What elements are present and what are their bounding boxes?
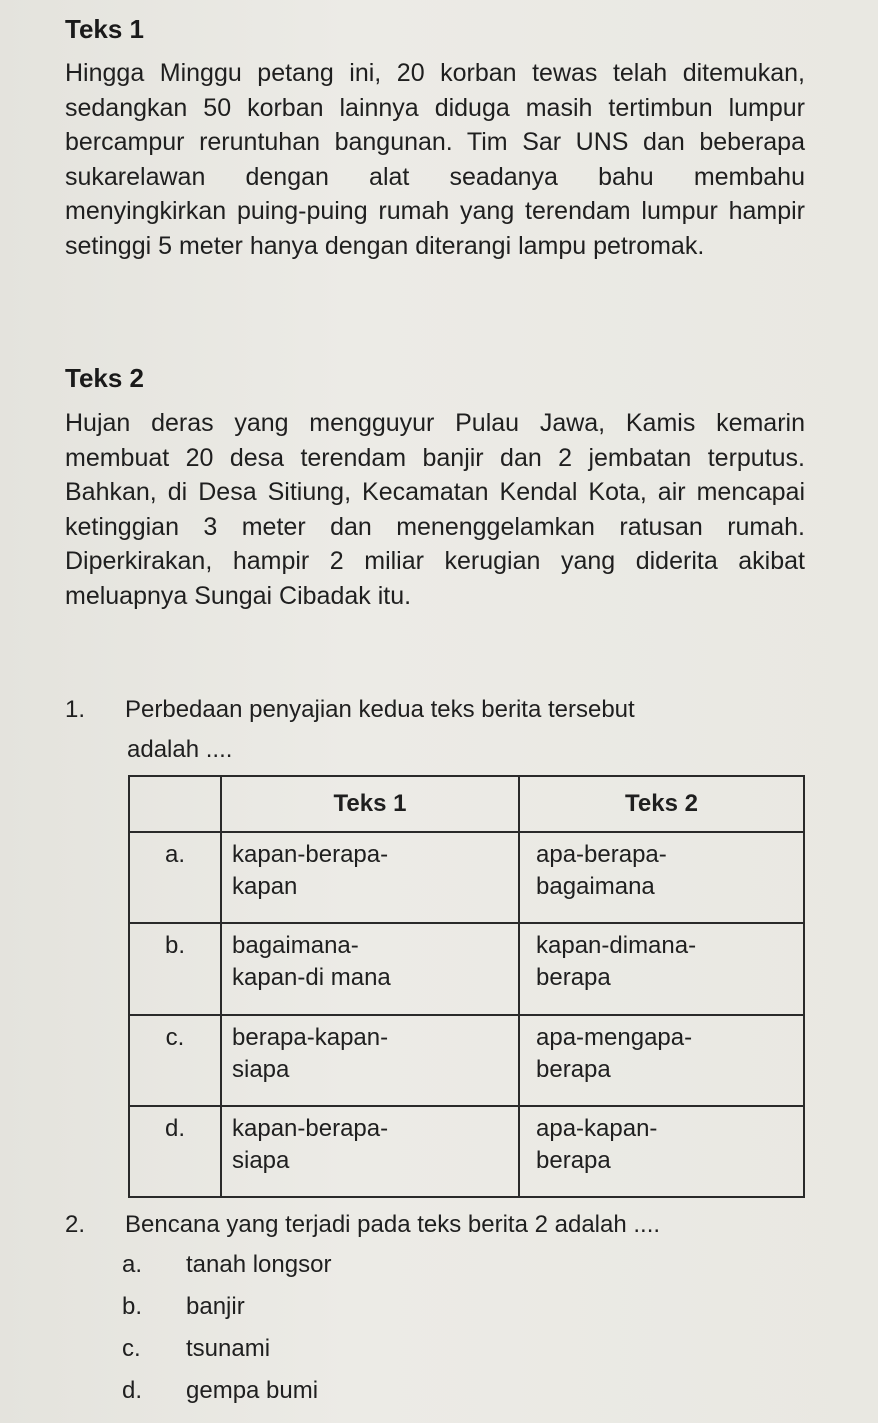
question-2-number: 2.: [65, 1211, 86, 1238]
teks1-body: Hingga Minggu petang ini, 20 korban tewas telah ditemukan, sedangkan 50 korban lainnya diduga masih tertimbun lumpur bercampur reruntuhan bangunan. Tim Sar UNS dan beberapa sukarelawan dengan alat seadanya bahu membahu menyingkirkan puing-puing rumah yang terendam lumpur hampir setinggi 5 meter hanya dengan diterangi lampu petromak.: [65, 59, 805, 260]
option-teks1-cell: bagaimana- kapan-di mana: [221, 923, 519, 1014]
choice-a[interactable]: a. tanah longsor: [122, 1251, 332, 1278]
question-1-number: 1.: [65, 696, 86, 723]
table-header-teks2: Teks 2: [519, 776, 804, 832]
option-letter: b.: [129, 923, 221, 1014]
option-teks1-cell: berapa-kapan- siapa: [221, 1015, 519, 1106]
table-row[interactable]: [129, 832, 804, 923]
option-teks1-cell: kapan-berapa- siapa: [221, 1106, 519, 1197]
teks2-body: Hujan deras yang mengguyur Pulau Jawa, Kamis kemarin membuat 20 desa terendam banjir dan 2 jembatan terputus. Bahkan, di Desa Sitiung, Kecamatan Kendal Kota, air mencapai ketinggian 3 meter dan menenggelamkan ratusan rumah. Diperkirakan, hampir 2 miliar kerugian yang diderita akibat meluapnya Sungai Cibadak itu.: [65, 409, 805, 610]
teks1-heading: Teks 1: [65, 14, 145, 44]
answer-options-table: [128, 775, 805, 1198]
question-1: [65, 690, 810, 770]
question-1-text-cont: adalah ....: [127, 736, 233, 763]
option-teks2-cell: kapan-dimana- berapa: [519, 923, 804, 1014]
option-teks2-cell: apa-mengapa- berapa: [519, 1015, 804, 1106]
question-2-choices: [122, 1244, 331, 1412]
option-teks1-cell: kapan-berapa- kapan: [221, 832, 519, 923]
table-header-row: [129, 776, 804, 832]
question-1-text: Perbedaan penyajian kedua teks berita tersebut: [125, 696, 635, 723]
teks2-heading: Teks 2: [65, 363, 145, 393]
option-letter: a.: [129, 832, 221, 923]
table-row[interactable]: [129, 1106, 804, 1197]
option-letter: d.: [129, 1106, 221, 1197]
choice-b[interactable]: b. banjir: [122, 1293, 245, 1320]
choice-d[interactable]: d. gempa bumi: [122, 1377, 319, 1404]
table-header-blank: [129, 776, 221, 832]
option-letter: c.: [129, 1015, 221, 1106]
option-teks2-cell: apa-kapan- berapa: [519, 1106, 804, 1197]
table-row[interactable]: [129, 923, 804, 1014]
question-2-text: Bencana yang terjadi pada teks berita 2 adalah ....: [125, 1211, 661, 1238]
question-2: [65, 1205, 810, 1245]
option-teks2-cell: apa-berapa- bagaimana: [519, 832, 804, 923]
choice-c[interactable]: c. tsunami: [122, 1335, 271, 1362]
table-row[interactable]: [129, 1015, 804, 1106]
table-header-teks1: Teks 1: [221, 776, 519, 832]
